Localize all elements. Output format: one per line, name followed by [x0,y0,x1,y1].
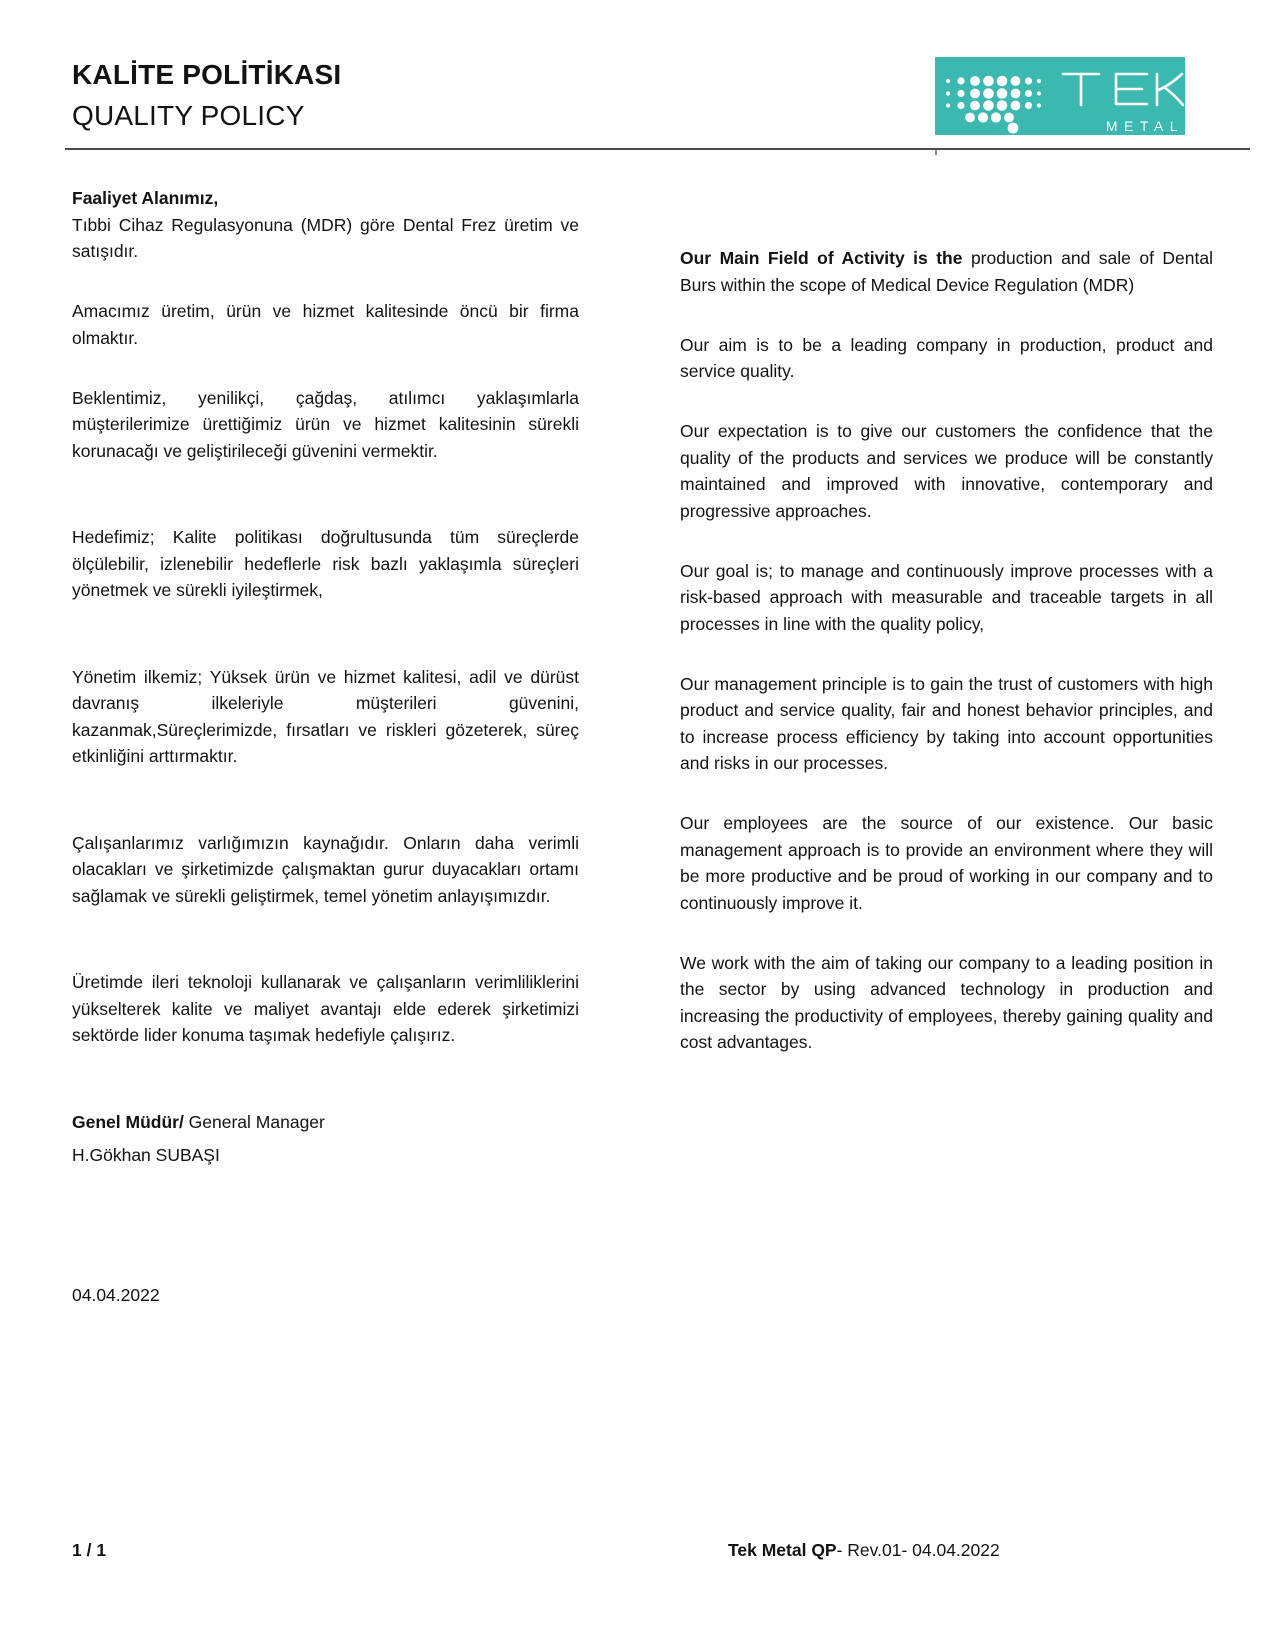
paragraph-field-of-activity-en: Our Main Field of Activity is the production and sale of Dental Burs within the scope of Medical Device Regulation (MDR) [680,248,1213,295]
paragraph-expectation-en: Our expectation is to give our customers the confidence that the quality of the products and services we produce will be constantly maintained and improved with innovative, contemporary and progressive approaches. [680,421,1213,521]
paragraph-expectation: Beklentimiz, yenilikçi, çağdaş, atılımcı yaklaşımlarla müşterilerimize ürettiğimiz ürün ve hizmet kalitesinin sürekli korunacağı ve geliştirileceği güvenini vermektir. [72,387,579,461]
paragraph-aim-en: Our aim is to be a leading company in production, product and service quality. [680,334,1213,381]
document-revision: - Rev.01- 04.04.2022 [836,1540,1000,1560]
header-divider-tick [935,150,937,155]
document-reference [728,1540,1000,1561]
paragraph-bold-lead: Faaliyet Alanımız, [72,188,219,208]
signature-title: Genel Müdür/ General Manager [72,1111,325,1132]
paragraph-employees: Çalışanlarımız varlığımızın kaynağıdır. Onların daha verimli olacakları ve şirketimizde çalışmaktan gurur duyacakları ortamı sağlamak ve sürekli geliştirmek, temel yönetim anlayışımızdır. [72,832,579,906]
page-title-turkish: KALİTE POLİTİKASI [72,59,342,90]
logo-brand-sub-text: METAL [1105,118,1184,134]
signature-name: H.Gökhan SUBAŞI [72,1145,220,1165]
header-divider [65,148,1250,150]
paragraph-bold-lead: Genel Müdür/ [72,1111,184,1132]
document-date: 04.04.2022 [72,1284,160,1305]
document-code: Tek Metal QP [728,1540,837,1560]
paragraph-production-en: We work with the aim of taking our company to a leading position in the sector by using advanced technology in production and increasing the productivity of employees, thereby gaining quality and cost advantages. [680,952,1213,1052]
page-number: 1 / 1 [72,1540,107,1560]
tek-metal-logo-icon [935,57,1185,135]
paragraph-goal-en: Our goal is; to manage and continuously improve processes with a risk-based approach with measurable and traceable targets in all processes in line with the quality policy, [680,560,1213,634]
paragraph-aim: Amacımız üretim, ürün ve hizmet kalitesinde öncü bir firma olmaktır. [72,301,579,348]
paragraph-field-of-activity: Faaliyet Alanımız, Tıbbi Cihaz Regulasyonuna (MDR) göre Dental Frez üretim ve satışıdır. [72,188,579,261]
document-titles [72,54,341,136]
paragraph-management-principle-en: Our management principle is to gain the trust of customers with high product and service quality, fair and honest behavior principles, and to increase process efficiency by taking into account opportunities and risks in our processes. [680,673,1213,773]
paragraph-management-principle: Yönetim ilkemiz; Yüksek ürün ve hizmet kalitesi, adil ve dürüst davranış ilkeleriyle müşterileri güvenini, kazanmak,Süreçlerimizde, fırsatları ve riskleri gözeterek, süreç etkinliğini arttırmaktır. [72,666,579,766]
turkish-column [72,185,579,1308]
paragraph-production: Üretimde ileri teknoloji kullanarak ve çalışanların verimliliklerini yükselterek kalite ve maliyet avantajı elde ederek şirketimizi sektörde lider konuma taşımak hedefiyle çalışırız. [72,972,579,1045]
page-title-english: QUALITY POLICY [72,100,305,131]
paragraph-goal: Hedefimiz; Kalite politikası doğrultusunda tüm süreçlerde ölçülebilir, izlenebilir hedeflerle risk bazlı yaklaşımla süreçleri yönetmek ve sürekli iyileştirmek, [72,527,579,600]
paragraph-bold-lead: Our Main Field of Activity is the [680,248,963,268]
paragraph-employees-en: Our employees are the source of our existence. Our basic management approach is to provide an environment where they will be more productive and be proud of working in our company and to continuously improve it. [680,813,1213,913]
english-column [680,245,1213,1056]
company-logo [935,57,1185,135]
